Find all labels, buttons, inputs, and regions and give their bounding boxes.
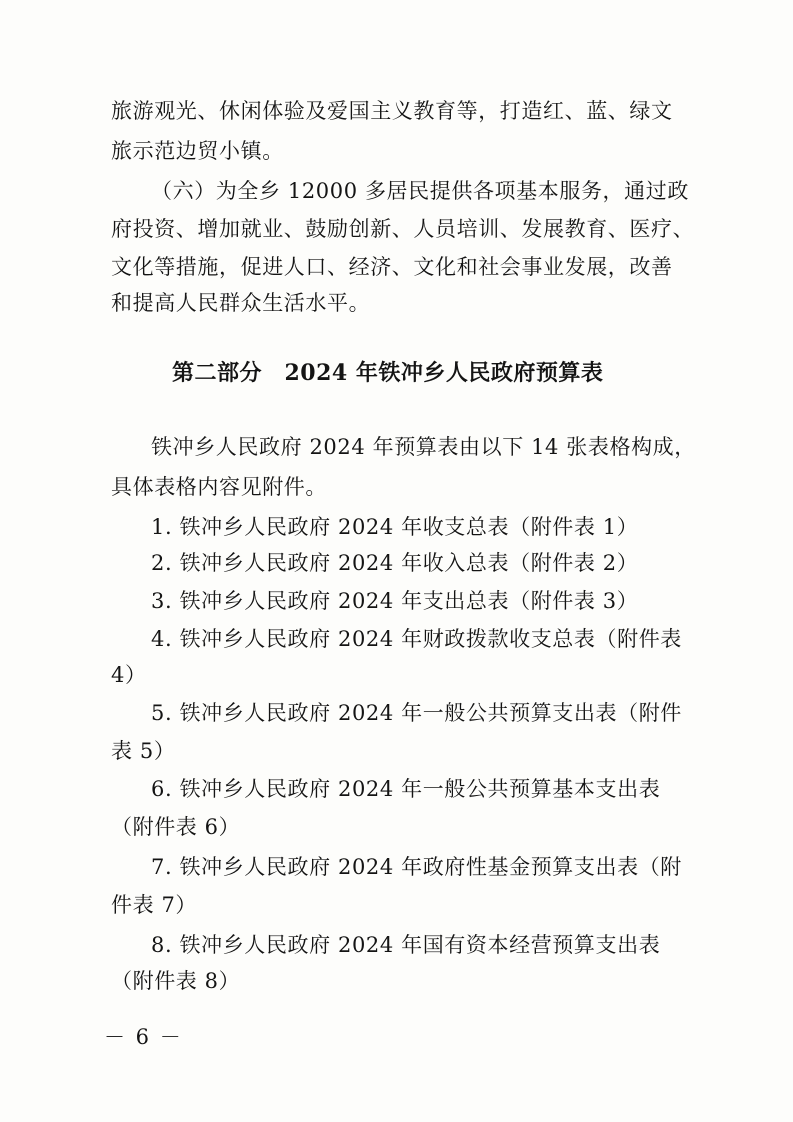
paragraph-2-line-4: 和提高人民群众生活水平。 — [111, 291, 371, 315]
list-item-7-line-2: 件表 7） — [111, 893, 198, 917]
list-item-8-line-2: （附件表 8） — [111, 969, 241, 993]
list-item-6-line-2: （附件表 6） — [111, 815, 241, 839]
paragraph-2-line-2: 府投资、增加就业、鼓励创新、人员培训、发展教育、医疗、 — [111, 217, 695, 241]
section-heading: 第二部分 2024 年铁冲乡人民政府预算表 — [172, 360, 604, 386]
page-number: － 6 － — [104, 1025, 183, 1049]
paragraph-2-line-1: （六）为全乡 12000 多居民提供各项基本服务，通过政 — [151, 179, 689, 203]
list-item-8-line-1: 8. 铁冲乡人民政府 2024 年国有资本经营预算支出表 — [151, 933, 661, 957]
list-item-1: 1. 铁冲乡人民政府 2024 年收支总表（附件表 1） — [151, 515, 639, 539]
list-item-3: 3. 铁冲乡人民政府 2024 年支出总表（附件表 3） — [151, 589, 639, 613]
list-item-5-line-1: 5. 铁冲乡人民政府 2024 年一般公共预算支出表（附件 — [151, 701, 682, 725]
list-item-7-line-1: 7. 铁冲乡人民政府 2024 年政府性基金预算支出表（附 — [151, 855, 682, 879]
paragraph-2-line-3: 文化等措施，促进人口、经济、文化和社会事业发展，改善 — [111, 255, 673, 279]
list-item-2: 2. 铁冲乡人民政府 2024 年收入总表（附件表 2） — [151, 551, 639, 575]
intro-line-1: 铁冲乡人民政府 2024 年预算表由以下 14 张表格构成， — [151, 435, 696, 459]
list-item-6-line-1: 6. 铁冲乡人民政府 2024 年一般公共预算基本支出表 — [151, 777, 661, 801]
paragraph-1-line-2: 旅示范边贸小镇。 — [111, 139, 284, 163]
intro-line-2: 具体表格内容见附件。 — [111, 475, 327, 499]
list-item-4-line-1: 4. 铁冲乡人民政府 2024 年财政拨款收支总表（附件表 — [151, 627, 682, 651]
paragraph-1-line-1: 旅游观光、休闲体验及爱国主义教育等，打造红、蓝、绿文 — [111, 99, 673, 123]
list-item-4-line-2: 4） — [111, 663, 147, 687]
list-item-5-line-2: 表 5） — [111, 739, 176, 763]
